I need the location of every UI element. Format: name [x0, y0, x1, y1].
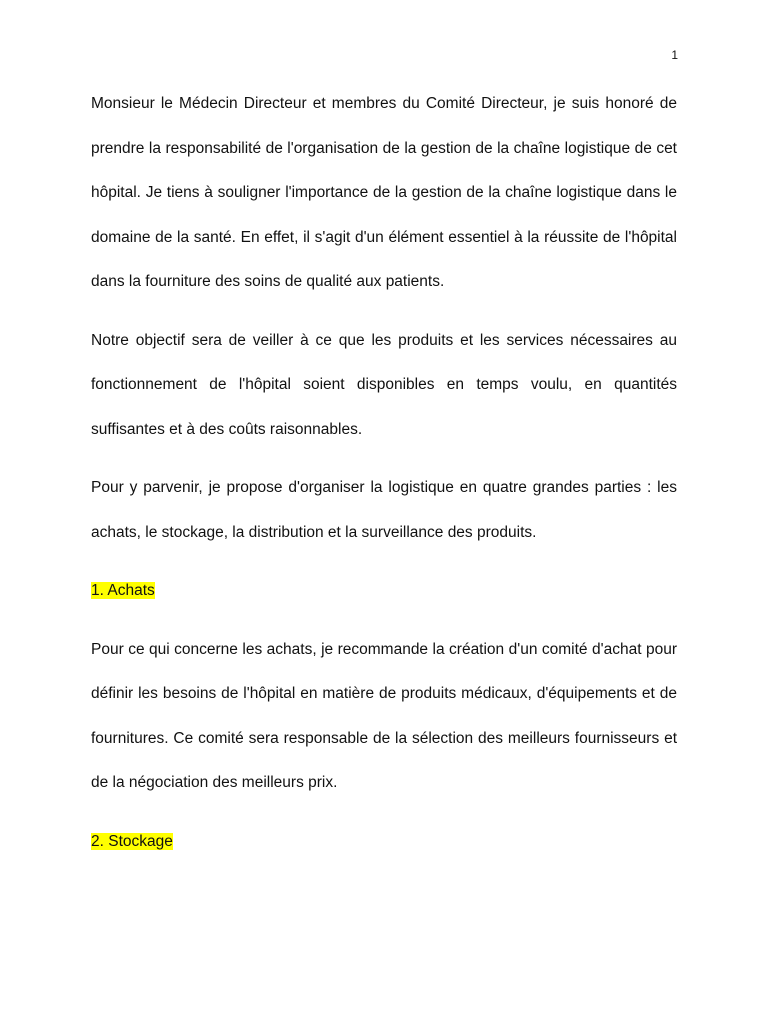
paragraph-plan: Pour y parvenir, je propose d'organiser la logistique en quatre grandes parties : les achats, le stockage, la distribution et la surveillance des produits. — [91, 479, 677, 541]
paragraph-intro: Monsieur le Médecin Directeur et membres du Comité Directeur, je suis honoré de prendre la responsabilité de l'organisation de la gestion de la chaîne logistique de cet hôpital. Je tiens à souligner l'importance de la gestion de la chaîne logistique dans le domaine de la santé. En effet, il s'agit d'un élément essentiel à la réussite de l'hôpital dans la fourniture des soins de qualité aux patients. — [91, 95, 677, 290]
heading-stockage — [91, 820, 677, 865]
document-body — [91, 82, 677, 864]
paragraph-achats: Pour ce qui concerne les achats, je recommande la création d'un comité d'achat pour définir les besoins de l'hôpital en matière de produits médicaux, d'équipements et de fournitures. Ce comité sera responsable de la sélection des meilleurs fournisseurs et de la négociation des meilleurs prix. — [91, 640, 677, 791]
heading-stockage-text: 2. Stockage — [91, 832, 173, 850]
heading-achats — [91, 569, 677, 614]
paragraph-objective: Notre objectif sera de veiller à ce que les produits et les services nécessaires au fonctionnement de l'hôpital soient disponibles en temps voulu, en quantités suffisantes et à des coûts raisonnables. — [91, 331, 677, 438]
heading-achats-text: 1. Achats — [91, 582, 155, 599]
page-number: 1 — [671, 48, 678, 62]
